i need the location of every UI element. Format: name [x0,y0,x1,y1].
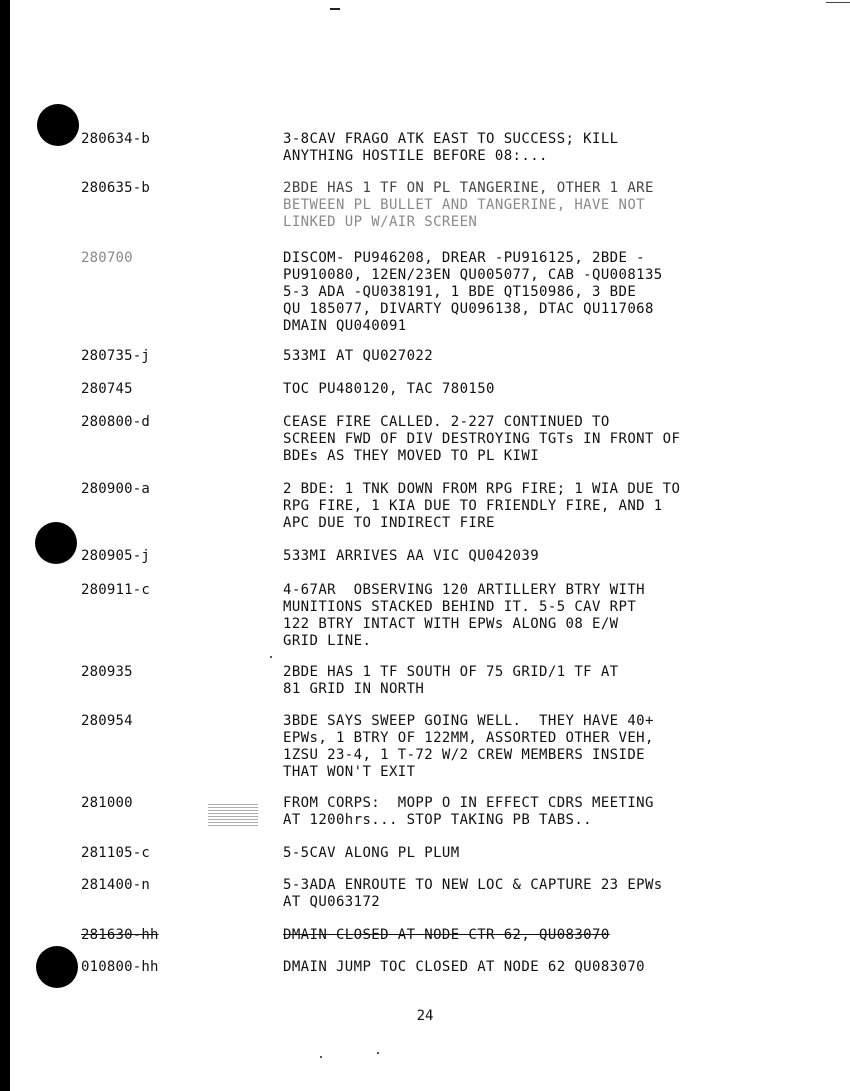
entry-text [283,795,753,829]
entry-line: SCREEN FWD OF DIV DESTROYING TGTs IN FRONT OF [283,431,681,447]
entry-line: EPWs, 1 BTRY OF 122MM, ASSORTED OTHER VEH, [283,730,654,746]
entry-text [283,250,753,335]
entry-line: DMAIN JUMP TOC CLOSED AT NODE 62 QU083070 [283,959,645,975]
entry-line: CEASE FIRE CALLED. 2-227 CONTINUED TO [283,414,610,430]
entry-time: 280954 [81,713,133,729]
entry-text [283,131,753,165]
entry-time: 281105-c [81,845,151,861]
entry-line: TOC PU480120, TAC 780150 [283,381,495,397]
entry-line: 81 GRID IN NORTH [283,681,425,697]
scan-edge-bar [0,0,10,1091]
entry-line: 5-3ADA ENROUTE TO NEW LOC & CAPTURE 23 EPWs [283,877,663,893]
entry-time: 280634-b [81,131,151,147]
punch-hole-top [37,104,79,146]
entry-line: ANYTHING HOSTILE BEFORE 08:... [283,148,548,164]
entry-time: 281630-hh [81,927,159,943]
entry-line: 2 BDE: 1 TNK DOWN FROM RPG FIRE; 1 WIA DUE TO [283,481,681,497]
entry-line: 122 BTRY INTACT WITH EPWs ALONG 08 E/W [283,616,619,632]
entry-line: BETWEEN PL BULLET AND TANGERINE, HAVE NOT [283,197,645,213]
entry-text [283,877,753,911]
speck [377,1052,379,1054]
entry-line: DMAIN QU040091 [283,318,407,334]
entry-time: 280800-d [81,414,151,430]
entry-text [283,582,753,650]
entry-line: 3-8CAV FRAGO ATK EAST TO SUCCESS; KILL [283,131,619,147]
entry-line: BDEs AS THEY MOVED TO PL KIWI [283,448,540,464]
entry-line: GRID LINE. [283,633,372,649]
entry-line: QU 185077, DIVARTY QU096138, DTAC QU117068 [283,301,654,317]
entry-time: 280745 [81,381,133,397]
entry-time: 280900-a [81,481,151,497]
entry-line: 5-3 ADA -QU038191, 1 BDE QT150986, 3 BDE [283,284,637,300]
entry-line: MUNITIONS STACKED BEHIND IT. 5-5 CAV RPT [283,599,637,615]
entry-time: 280700 [81,250,133,266]
entry-line: 3BDE SAYS SWEEP GOING WELL. THEY HAVE 40+ [283,713,654,729]
page-number: 24 [416,1008,434,1024]
entry-time: 280905-j [81,548,151,564]
scan-line [826,2,850,3]
entry-text [283,180,753,231]
punch-hole-bottom [36,946,78,988]
entry-line: DMAIN CLOSED AT NODE CTR 62, QU083070 [283,927,610,943]
punch-hole-middle [35,522,77,564]
entry-line: THAT WON'T EXIT [283,764,416,780]
entry-line: RPG FIRE, 1 KIA DUE TO FRIENDLY FIRE, AND 1 [283,498,663,514]
entry-line: AT QU063172 [283,894,381,910]
entry-line: 2BDE HAS 1 TF ON PL TANGERINE, OTHER 1 ARE [283,180,654,196]
entry-time: 280635-b [81,180,151,196]
entry-line: 533MI AT QU027022 [283,348,434,364]
entry-line: APC DUE TO INDIRECT FIRE [283,515,495,531]
entry-line: LINKED UP W/AIR SCREEN [283,214,478,230]
entry-text [283,664,753,698]
entry-line: PU910080, 12EN/23EN QU005077, CAB -QU008135 [283,267,663,283]
entry-time: 280935 [81,664,133,680]
entry-line: 4-67AR OBSERVING 120 ARTILLERY BTRY WITH [283,582,645,598]
entry-line: 5-5CAV ALONG PL PLUM [283,845,460,861]
entry-time: 280911-c [81,582,151,598]
entry-time: 280735-j [81,348,151,364]
scan-mark [330,8,340,10]
smudge-mark [208,802,258,826]
entry-line: 533MI ARRIVES AA VIC QU042039 [283,548,540,564]
entry-line: AT 1200hrs... STOP TAKING PB TABS.. [283,812,593,828]
entry-text [283,959,753,976]
speck [270,656,272,658]
entry-text [283,414,753,465]
entry-time: 010800-hh [81,959,159,975]
speck [320,1056,322,1058]
entry-time: 281400-n [81,877,151,893]
entry-line: FROM CORPS: MOPP O IN EFFECT CDRS MEETING [283,795,654,811]
entry-text [283,845,753,862]
entry-text [283,381,753,398]
entry-line: DISCOM- PU946208, DREAR -PU916125, 2BDE - [283,250,645,266]
entry-text [283,548,753,565]
entry-text [283,713,753,781]
entry-text [283,348,753,365]
entry-text [283,927,753,944]
entry-line: 1ZSU 23-4, 1 T-72 W/2 CREW MEMBERS INSIDE [283,747,645,763]
entry-time: 281000 [81,795,133,811]
entry-line: 2BDE HAS 1 TF SOUTH OF 75 GRID/1 TF AT [283,664,619,680]
entry-text [283,481,753,532]
